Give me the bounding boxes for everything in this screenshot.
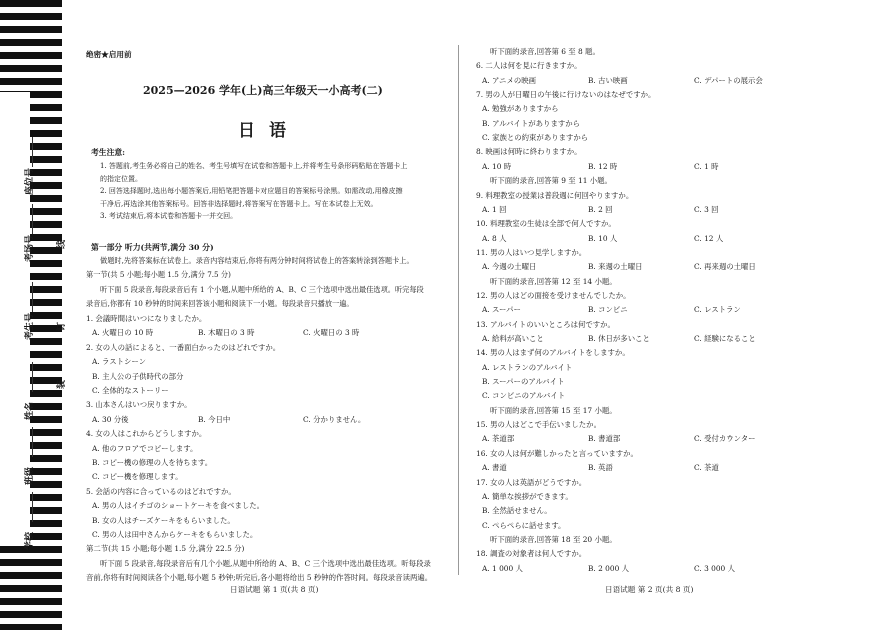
- option-b: B. コンビニ: [588, 305, 628, 315]
- option-b: B. 英語: [588, 463, 613, 473]
- option-c: C. レストラン: [694, 305, 741, 315]
- option-b: B. 2 000 人: [588, 563, 630, 573]
- question-text: 5. 会話の内容に合っているのはどれですか。: [86, 486, 236, 496]
- option-text: C. 全体的なストーリー: [92, 386, 169, 395]
- option-c: C. 3 回: [694, 204, 719, 214]
- binding-field-4: 班级: [25, 466, 35, 485]
- seal-line-char: 订: [57, 321, 68, 332]
- question-text: 13. アルバイトのいいところは何ですか。: [476, 319, 615, 329]
- binding-field-1: 考场号: [25, 234, 35, 262]
- option-c: C. 経験になること: [694, 334, 756, 343]
- section-instruction: 听下面 5 段录音,每段录音后有几个小题,从题中所给的 A、B、C 三个选项中选出最佳选项。听每段录: [100, 558, 431, 568]
- binding-field-line: [32, 204, 33, 234]
- option-b: B. 木曜日の 3 時: [198, 328, 255, 338]
- question-text: 15. 男の人はどこで手伝いましたか。: [476, 420, 601, 430]
- option-a: A. 8 人: [482, 233, 507, 243]
- exam-title: 2025—2026 学年(上)高三年级天一小高考(二): [143, 84, 383, 97]
- option-a: A. 書道: [482, 463, 507, 473]
- option-b: B. 古い映画: [588, 75, 628, 85]
- question-text: 7. 男の人が日曜日の午後に行けないのはなぜですか。: [476, 90, 656, 100]
- option-text: A. ラストシーン: [92, 357, 147, 367]
- section-instruction: 听下面的录音,回答第 12 至 14 小题。: [490, 276, 617, 286]
- option-text: B. スーパーのアルバイト: [482, 377, 565, 387]
- option-a: A. 10 時: [482, 161, 512, 171]
- option-a: A. アニメの映画: [482, 75, 537, 85]
- page-footer-2: 日语试题 第 2 页(共 8 页): [605, 585, 694, 594]
- option-text: C. ぺらぺらに話せます。: [482, 520, 566, 530]
- binding-field-line: [32, 137, 33, 167]
- question-text: 12. 男の人はどの面接を受けませんでしたか。: [476, 290, 631, 300]
- question-text: 14. 男の人はまず何のアルバイトをしますか。: [476, 348, 630, 358]
- notice-line: 的指定位置。: [100, 174, 142, 183]
- option-a: A. 1 000 人: [482, 563, 523, 573]
- section-instruction: 听下面的录音,回答第 9 至 11 小题。: [490, 176, 612, 186]
- part1-intro-line: 做题时,先将答案标在试卷上。录音内容结束后,你将有两分钟时间将试卷上的答案转涂到答题卡上。: [100, 256, 414, 265]
- option-text: A. レストランのアルバイト: [482, 362, 573, 372]
- option-a: A. 今週の土曜日: [482, 262, 537, 272]
- option-b: B. 休日が多いこと: [588, 334, 650, 343]
- notice-line: 2. 回答选择题时,选出每小题答案后,用铅笔把答题卡对应题目的答案标号涂黑。如需改动,用橡皮擦: [100, 187, 403, 196]
- option-b: B. 10 人: [588, 233, 618, 243]
- question-text: 第二节(共 15 小题;每小题 1.5 分,满分 22.5 分): [86, 544, 245, 554]
- notice-line: 干净后,再选涂其他答案标号。回答非选择题时,将答案写在答题卡上。写在本试卷上无效。: [100, 199, 378, 208]
- section-instruction: 听下面的录音,回答第 18 至 20 小题。: [490, 534, 617, 544]
- option-c: C. 分かりません。: [303, 414, 366, 424]
- page-footer-1: 日语试题 第 1 页(共 8 页): [230, 585, 319, 594]
- part1-intro-line: 听下面 5 段录音,每段录音后有 1 个小题,从题中所给的 A、B、C 三个选项中选出最佳选项。听完每段: [100, 284, 424, 294]
- question-text: 11. 男の人はいつ見学しますか。: [476, 247, 587, 257]
- option-b: B. 12 時: [588, 161, 618, 171]
- question-text: 4. 女の人はこれからどうしますか。: [86, 429, 207, 439]
- option-text: B. コピー機の修理の人を待ちます。: [92, 458, 213, 467]
- question-text: 1. 会議時間はいつになりましたか。: [86, 314, 207, 323]
- option-c: C. 受付カウンター: [694, 434, 756, 444]
- option-c: C. 火曜日の 3 時: [303, 328, 360, 338]
- binding-field-line: [32, 427, 33, 457]
- option-a: A. 30 分後: [92, 414, 129, 424]
- option-c: C. デパートの展示会: [694, 75, 763, 85]
- option-text: A. 勉強がありますから: [482, 104, 559, 114]
- binding-field-3: 姓名: [25, 401, 35, 420]
- option-text: A. 他のフロアでコピーします。: [92, 443, 198, 453]
- binding-field-line: [32, 362, 33, 392]
- seal-line-char: 线: [57, 239, 68, 250]
- option-c: C. 茶道: [694, 463, 719, 473]
- binding-field-0: 座位号: [25, 167, 35, 195]
- question-text: 16. 女の人は何が難しかったと言っていますか。: [476, 448, 638, 458]
- question-text: 8. 映画は何時に終わりますか。: [476, 147, 582, 157]
- option-text: B. 主人公の子供時代の部分: [92, 371, 184, 381]
- option-b: B. 2 回: [588, 204, 613, 214]
- option-text: C. 家族との約束がありますから: [482, 133, 589, 143]
- option-c: C. 3 000 人: [694, 563, 735, 573]
- binding-field-line: [32, 492, 33, 522]
- binding-field-2: 考生号: [25, 312, 35, 340]
- question-text: 音前,你将有时间阅读各个小题,每小题 5 秒钟;听完后,各小题将给出 5 秒钟的作答时间。每段录音读两遍。: [86, 573, 433, 583]
- question-text: 3. 山本さんはいつ戻りますか。: [86, 400, 192, 410]
- question-text: 6. 二人は何を見に行きますか。: [476, 61, 582, 71]
- binding-field-5: 学校: [25, 531, 35, 550]
- question-text: 10. 料理教室の生徒は全部で何人ですか。: [476, 219, 616, 229]
- option-a: A. 茶道部: [482, 434, 515, 444]
- binding-margin: [0, 0, 75, 630]
- option-b: B. 書道部: [588, 434, 621, 444]
- notice-line: 3. 考试结束后,将本试卷和答题卡一并交回。: [100, 212, 238, 221]
- seal-line-char: 装: [57, 379, 68, 390]
- question-text: 9. 料理教室の授業は普段週に何回やりますか。: [476, 190, 634, 200]
- option-c: C. 1 時: [694, 161, 719, 171]
- option-b: B. 来週の土曜日: [588, 262, 643, 272]
- question-text: 17. 女の人は英語がどうですか。: [476, 477, 587, 487]
- notice-line: 1. 答题前,考生务必将自己的姓名、考生号填写在试卷和答题卡上,并将考生号条形码粘贴在答题卡上: [100, 162, 408, 170]
- question-text: 2. 女の人の話によると、一番面白かったのはどれですか。: [86, 342, 281, 352]
- question-text: 18. 調査の対象者は何人ですか。: [476, 549, 587, 559]
- part1-title: 第一部分 听力(共两节,满分 30 分): [91, 243, 214, 252]
- part1-intro-line: 第一节(共 5 小题;每小题 1.5 分,满分 7.5 分): [86, 270, 231, 280]
- option-text: C. コンビニのアルバイト: [482, 391, 566, 401]
- option-text: B. 女の人はチーズケーキをもらいました。: [92, 515, 235, 525]
- option-a: A. 火曜日の 10 時: [92, 328, 154, 338]
- notice-title: 考生注意:: [91, 148, 126, 157]
- option-text: B. 全然話せません。: [482, 506, 552, 516]
- option-a: A. 1 回: [482, 204, 507, 214]
- option-text: A. 男の人はイチゴのショートケーキを食べました。: [92, 501, 265, 511]
- option-text: C. コピー機を修理します。: [92, 472, 183, 482]
- option-b: B. 今日中: [198, 414, 231, 424]
- binding-field-line: [32, 282, 33, 312]
- section-instruction: 听下面的录音,回答第 6 至 8 题。: [490, 47, 600, 56]
- option-c: C. 12 人: [694, 233, 724, 243]
- subject-title: 日语: [238, 121, 300, 141]
- option-text: B. アルバイトがありますから: [482, 118, 581, 128]
- section-instruction: 听下面的录音,回答第 15 至 17 小题。: [490, 405, 617, 415]
- option-text: A. 簡単な挨拶ができます。: [482, 491, 573, 501]
- option-a: A. 給料が高いこと: [482, 334, 544, 343]
- column-divider: [458, 45, 459, 575]
- confidential-mark: 绝密★启用前: [86, 50, 132, 59]
- option-text: C. 男の人は田中さんからケーキをもらいました。: [92, 530, 258, 539]
- option-c: C. 再来週の土曜日: [694, 262, 756, 272]
- part1-intro-line: 录音后,你都有 10 秒钟的时间来回答该小题和阅读下一小题。每段录音只播放一遍。: [86, 299, 354, 309]
- option-a: A. スーパー: [482, 305, 521, 315]
